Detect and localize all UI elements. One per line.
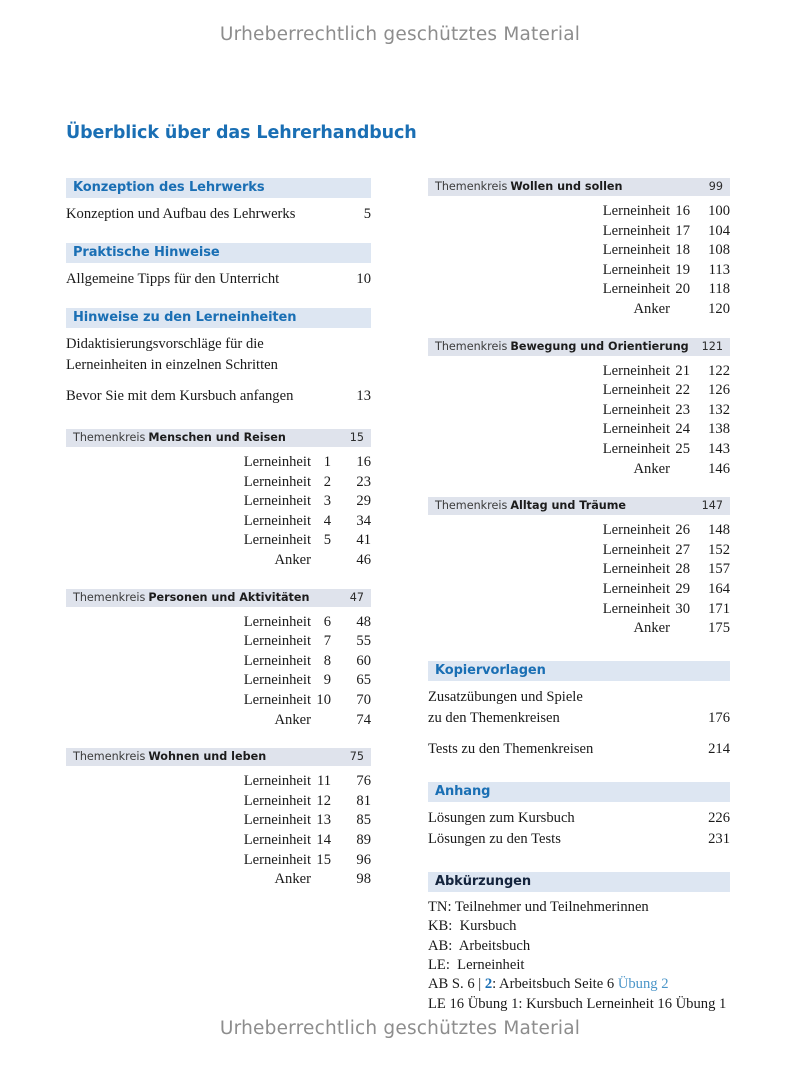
lerneinheit-row[interactable] xyxy=(66,671,371,691)
toc-entry[interactable] xyxy=(428,739,730,760)
lerneinheit-page: 41 xyxy=(356,532,371,549)
section-header-anhang: Anhang xyxy=(428,782,730,802)
lerneinheit-list xyxy=(66,453,371,571)
abbr-example-prefix: AB S. 6 | xyxy=(428,976,485,993)
lerneinheit-row[interactable] xyxy=(66,772,371,792)
toc-entry[interactable] xyxy=(66,204,371,225)
lerneinheit-page: 34 xyxy=(356,512,371,529)
anker-label: Anker xyxy=(274,871,311,888)
lerneinheit-row[interactable] xyxy=(66,512,371,532)
lerneinheit-number: 4 xyxy=(323,512,331,529)
toc-entry-page: 226 xyxy=(708,809,730,826)
abbreviation-line: AB: Arbeitsbuch xyxy=(428,937,531,954)
lerneinheit-row[interactable] xyxy=(428,560,730,580)
lerneinheit-row[interactable] xyxy=(66,632,371,652)
lerneinheit-label: Lerneinheit xyxy=(243,473,311,490)
copyright-watermark-top: Urheberrechtlich geschütztes Material xyxy=(219,24,581,45)
lerneinheit-number: 27 xyxy=(675,541,690,558)
lerneinheit-number: 25 xyxy=(675,440,690,457)
lerneinheit-number: 19 xyxy=(675,261,690,278)
themenkreis-name: Personen und Aktivitäten xyxy=(148,590,310,604)
lerneinheit-row[interactable] xyxy=(66,473,371,493)
lerneinheit-label: Lerneinheit xyxy=(243,454,311,470)
abbr-example-bold-number: 2 xyxy=(484,976,493,993)
lerneinheit-row[interactable] xyxy=(66,652,371,672)
anker-label: Anker xyxy=(633,460,670,477)
themenkreis-page: 99 xyxy=(708,180,723,193)
lerneinheit-row[interactable] xyxy=(428,440,730,460)
lerneinheit-page: 108 xyxy=(708,242,730,259)
toc-paragraph xyxy=(66,334,371,376)
section-header-konzeption: Konzeption des Lehrwerks xyxy=(66,178,371,198)
themenkreis-kind-label: Themenkreis xyxy=(435,499,508,513)
abbr-example-link: Übung 2 xyxy=(617,976,669,993)
lerneinheit-number: 12 xyxy=(316,792,331,809)
copyright-watermark-bottom: Urheberrechtlich geschütztes Material xyxy=(219,1018,581,1039)
themenkreis-header-personen-und-aktivitaeten[interactable] xyxy=(66,589,371,607)
lerneinheit-number: 24 xyxy=(675,421,690,438)
themenkreis-page: 75 xyxy=(349,750,364,764)
themenkreis-name: Wohnen und leben xyxy=(148,750,267,764)
themenkreis-kind-label: Themenkreis xyxy=(435,180,508,193)
lerneinheit-row[interactable] xyxy=(428,420,730,440)
lerneinheit-page: 81 xyxy=(356,792,371,809)
lerneinheit-row[interactable] xyxy=(428,222,730,242)
anker-label: Anker xyxy=(274,711,311,728)
themenkreis-page: 47 xyxy=(349,590,364,604)
themenkreis-header-wollen-und-sollen[interactable] xyxy=(428,178,730,196)
page-title: Überblick über das Lehrerhandbuch xyxy=(66,122,417,143)
section-header-kopiervorlagen: Kopiervorlagen xyxy=(428,661,730,681)
lerneinheit-label: Lerneinheit xyxy=(243,633,311,650)
lerneinheit-row[interactable] xyxy=(428,401,730,421)
lerneinheit-page: 85 xyxy=(356,812,371,829)
lerneinheit-label: Lerneinheit xyxy=(602,242,670,259)
lerneinheit-label: Lerneinheit xyxy=(243,613,311,630)
anker-page: 175 xyxy=(708,620,730,637)
lerneinheit-label: Lerneinheit xyxy=(602,382,670,399)
toc-paragraph-line: Didaktisierungsvorschläge für die xyxy=(66,336,264,352)
themenkreis-page: 15 xyxy=(349,431,364,444)
lerneinheit-page: 55 xyxy=(356,633,371,650)
lerneinheit-page: 100 xyxy=(708,203,730,219)
lerneinheit-number: 9 xyxy=(323,672,331,689)
lerneinheit-row[interactable] xyxy=(428,202,730,222)
section-header-praktische-hinweise: Praktische Hinweise xyxy=(66,243,371,263)
lerneinheit-number: 29 xyxy=(675,580,690,597)
toc-entry-label: Tests zu den Themenkreisen xyxy=(428,740,594,757)
lerneinheit-label: Lerneinheit xyxy=(602,600,670,617)
lerneinheit-number: 6 xyxy=(323,613,331,630)
themenkreis-name: Menschen und Reisen xyxy=(148,431,286,444)
lerneinheit-row[interactable] xyxy=(428,362,730,382)
lerneinheit-label: Lerneinheit xyxy=(243,672,311,689)
lerneinheit-label: Lerneinheit xyxy=(602,203,670,219)
toc-entry-page: 10 xyxy=(356,271,371,287)
lerneinheit-page: 65 xyxy=(356,672,371,689)
lerneinheit-label: Lerneinheit xyxy=(602,222,670,239)
lerneinheit-label: Lerneinheit xyxy=(602,541,670,558)
toc-entry-label: Konzeption und Aufbau des Lehrwerks xyxy=(66,206,296,222)
lerneinheit-list xyxy=(66,772,371,890)
themenkreis-header-bewegung-und-orientierung[interactable] xyxy=(428,338,730,356)
lerneinheit-page: 126 xyxy=(708,382,730,399)
left-column xyxy=(66,178,371,890)
lerneinheit-label: Lerneinheit xyxy=(243,831,311,848)
lerneinheit-page: 152 xyxy=(708,541,730,558)
lerneinheit-row[interactable] xyxy=(66,531,371,551)
lerneinheit-page: 48 xyxy=(356,613,371,630)
toc-entry-page: 176 xyxy=(708,709,730,726)
lerneinheit-page: 104 xyxy=(708,222,730,239)
lerneinheit-page: 89 xyxy=(356,831,371,848)
toc-entry-line-with-page xyxy=(428,708,730,729)
lerneinheit-page: 164 xyxy=(708,580,730,597)
toc-entry-wrapped[interactable] xyxy=(428,687,730,729)
right-column xyxy=(428,178,730,1014)
lerneinheit-row[interactable] xyxy=(66,492,371,512)
lerneinheit-number: 13 xyxy=(316,812,331,829)
lerneinheit-number: 22 xyxy=(675,382,690,399)
lerneinheit-label: Lerneinheit xyxy=(243,773,311,790)
lerneinheit-number: 14 xyxy=(316,831,331,848)
lerneinheit-number: 3 xyxy=(323,493,331,510)
themenkreis-kind-label: Themenkreis xyxy=(73,590,146,604)
anker-page: 98 xyxy=(356,871,371,888)
themenkreis-kind-label: Themenkreis xyxy=(73,431,146,444)
anker-page: 74 xyxy=(356,711,371,728)
themenkreis-kind-label: Themenkreis xyxy=(73,750,146,764)
abbreviation-line: LE: Lerneinheit xyxy=(428,956,525,973)
lerneinheit-row[interactable] xyxy=(66,851,371,871)
lerneinheit-page: 171 xyxy=(708,600,730,617)
lerneinheit-number: 28 xyxy=(675,561,690,578)
lerneinheit-label: Lerneinheit xyxy=(243,691,311,708)
lerneinheit-page: 122 xyxy=(708,362,730,379)
lerneinheit-number: 30 xyxy=(675,600,690,617)
lerneinheit-label: Lerneinheit xyxy=(243,792,311,809)
lerneinheit-list xyxy=(428,362,730,480)
lerneinheit-list xyxy=(66,613,371,731)
lerneinheit-label: Lerneinheit xyxy=(243,493,311,510)
toc-paragraph-line: Lerneinheiten in einzelnen Schritten xyxy=(66,357,278,373)
lerneinheit-number: 5 xyxy=(323,532,331,549)
lerneinheit-page: 143 xyxy=(708,440,730,457)
toc-entry-label: zu den Themenkreisen xyxy=(428,709,560,726)
themenkreis-page: 147 xyxy=(701,499,723,513)
toc-entry[interactable] xyxy=(428,829,730,850)
lerneinheit-number: 16 xyxy=(675,203,690,219)
toc-entry-page: 13 xyxy=(356,388,371,404)
lerneinheit-number: 2 xyxy=(323,473,331,490)
lerneinheit-label: Lerneinheit xyxy=(602,440,670,457)
lerneinheit-row[interactable] xyxy=(66,831,371,851)
lerneinheit-page: 118 xyxy=(708,281,730,298)
anker-row[interactable] xyxy=(66,711,371,731)
lerneinheit-row[interactable] xyxy=(428,241,730,261)
lerneinheit-list xyxy=(428,202,730,320)
lerneinheit-row[interactable] xyxy=(428,261,730,281)
lerneinheit-page: 76 xyxy=(356,773,371,790)
anker-row[interactable] xyxy=(428,300,730,320)
toc-entry-page: 231 xyxy=(708,830,730,847)
lerneinheit-row[interactable] xyxy=(428,600,730,620)
lerneinheit-row[interactable] xyxy=(66,691,371,711)
lerneinheit-label: Lerneinheit xyxy=(602,561,670,578)
lerneinheit-page: 23 xyxy=(356,473,371,490)
lerneinheit-label: Lerneinheit xyxy=(602,522,670,539)
anker-label: Anker xyxy=(633,300,670,317)
lerneinheit-label: Lerneinheit xyxy=(602,421,670,438)
themenkreis-name: Bewegung und Orientierung xyxy=(510,339,689,353)
anker-label: Anker xyxy=(274,551,311,568)
anker-row[interactable] xyxy=(66,551,371,571)
lerneinheit-row[interactable] xyxy=(428,381,730,401)
themenkreis-header-menschen-und-reisen[interactable] xyxy=(66,429,371,447)
abbreviation-example-2: LE 16 Übung 1: Kursbuch Lerneinheit 16 Übung 1 xyxy=(428,995,727,1012)
toc-entry[interactable] xyxy=(66,386,371,407)
lerneinheit-label: Lerneinheit xyxy=(243,652,311,669)
lerneinheit-number: 1 xyxy=(323,454,331,470)
abbreviation-line: TN: Teilnehmer und Teilnehmerinnen xyxy=(428,898,649,915)
anker-row[interactable] xyxy=(66,870,371,890)
anker-row[interactable] xyxy=(428,460,730,480)
lerneinheit-row[interactable] xyxy=(428,541,730,561)
lerneinheit-row[interactable] xyxy=(66,613,371,633)
lerneinheit-number: 8 xyxy=(323,652,331,669)
lerneinheit-page: 113 xyxy=(708,261,730,278)
lerneinheit-label: Lerneinheit xyxy=(602,281,670,298)
themenkreis-name: Alltag und Träume xyxy=(510,499,626,513)
lerneinheit-number: 11 xyxy=(316,773,331,790)
lerneinheit-number: 20 xyxy=(675,281,690,298)
section-header-hinweise-lerneinheiten: Hinweise zu den Lerneinheiten xyxy=(66,308,371,328)
lerneinheit-number: 21 xyxy=(675,362,690,379)
lerneinheit-number: 26 xyxy=(675,522,690,539)
toc-entry-label: Lösungen zu den Tests xyxy=(428,830,561,847)
toc-entry-line: Zusatzübungen und Spiele xyxy=(428,688,583,705)
abbr-example-middle: : Arbeitsbuch Seite 6 xyxy=(492,976,618,993)
lerneinheit-label: Lerneinheit xyxy=(243,512,311,529)
anker-page: 46 xyxy=(356,551,371,568)
toc-entry[interactable] xyxy=(66,269,371,290)
lerneinheit-page: 148 xyxy=(708,522,730,539)
themenkreis-header-alltag-und-traeume[interactable] xyxy=(428,497,730,515)
anker-label: Anker xyxy=(633,620,670,637)
lerneinheit-number: 23 xyxy=(675,401,690,418)
lerneinheit-row[interactable] xyxy=(66,792,371,812)
lerneinheit-label: Lerneinheit xyxy=(243,812,311,829)
lerneinheit-number: 18 xyxy=(675,242,690,259)
lerneinheit-row[interactable] xyxy=(428,280,730,300)
lerneinheit-page: 60 xyxy=(356,652,371,669)
lerneinheit-number: 15 xyxy=(316,851,331,868)
toc-entry-page: 214 xyxy=(708,740,730,757)
lerneinheit-row[interactable] xyxy=(428,580,730,600)
themenkreis-name: Wollen und sollen xyxy=(510,180,623,193)
lerneinheit-label: Lerneinheit xyxy=(602,401,670,418)
lerneinheit-label: Lerneinheit xyxy=(602,580,670,597)
abbreviation-line: KB: Kursbuch xyxy=(428,918,517,935)
lerneinheit-row[interactable] xyxy=(66,453,371,473)
anker-page: 120 xyxy=(708,300,730,317)
themenkreis-header-wohnen-und-leben[interactable] xyxy=(66,748,371,766)
lerneinheit-row[interactable] xyxy=(428,521,730,541)
toc-entry[interactable] xyxy=(428,808,730,829)
anker-row[interactable] xyxy=(428,619,730,639)
lerneinheit-list xyxy=(428,521,730,639)
lerneinheit-page: 29 xyxy=(356,493,371,510)
lerneinheit-number: 10 xyxy=(316,691,331,708)
themenkreis-page: 121 xyxy=(701,339,723,353)
lerneinheit-label: Lerneinheit xyxy=(243,851,311,868)
toc-entry-label: Lösungen zum Kursbuch xyxy=(428,809,575,826)
abbreviation-example-1 xyxy=(428,975,730,994)
toc-entry-page: 5 xyxy=(363,206,371,222)
lerneinheit-label: Lerneinheit xyxy=(602,261,670,278)
lerneinheit-row[interactable] xyxy=(66,811,371,831)
section-header-abkuerzungen: Abkürzungen xyxy=(428,872,730,892)
lerneinheit-page: 70 xyxy=(356,691,371,708)
anker-page: 146 xyxy=(708,460,730,477)
lerneinheit-page: 132 xyxy=(708,401,730,418)
lerneinheit-number: 17 xyxy=(675,222,690,239)
toc-entry-label: Bevor Sie mit dem Kursbuch anfangen xyxy=(66,388,294,404)
toc-entry-label: Allgemeine Tipps für den Unterricht xyxy=(66,271,280,287)
lerneinheit-page: 16 xyxy=(356,454,371,470)
lerneinheit-page: 157 xyxy=(708,561,730,578)
lerneinheit-label: Lerneinheit xyxy=(602,362,670,379)
lerneinheit-page: 96 xyxy=(356,851,371,868)
lerneinheit-label: Lerneinheit xyxy=(243,532,311,549)
lerneinheit-page: 138 xyxy=(708,421,730,438)
themenkreis-kind-label: Themenkreis xyxy=(435,339,508,353)
lerneinheit-number: 7 xyxy=(323,633,331,650)
